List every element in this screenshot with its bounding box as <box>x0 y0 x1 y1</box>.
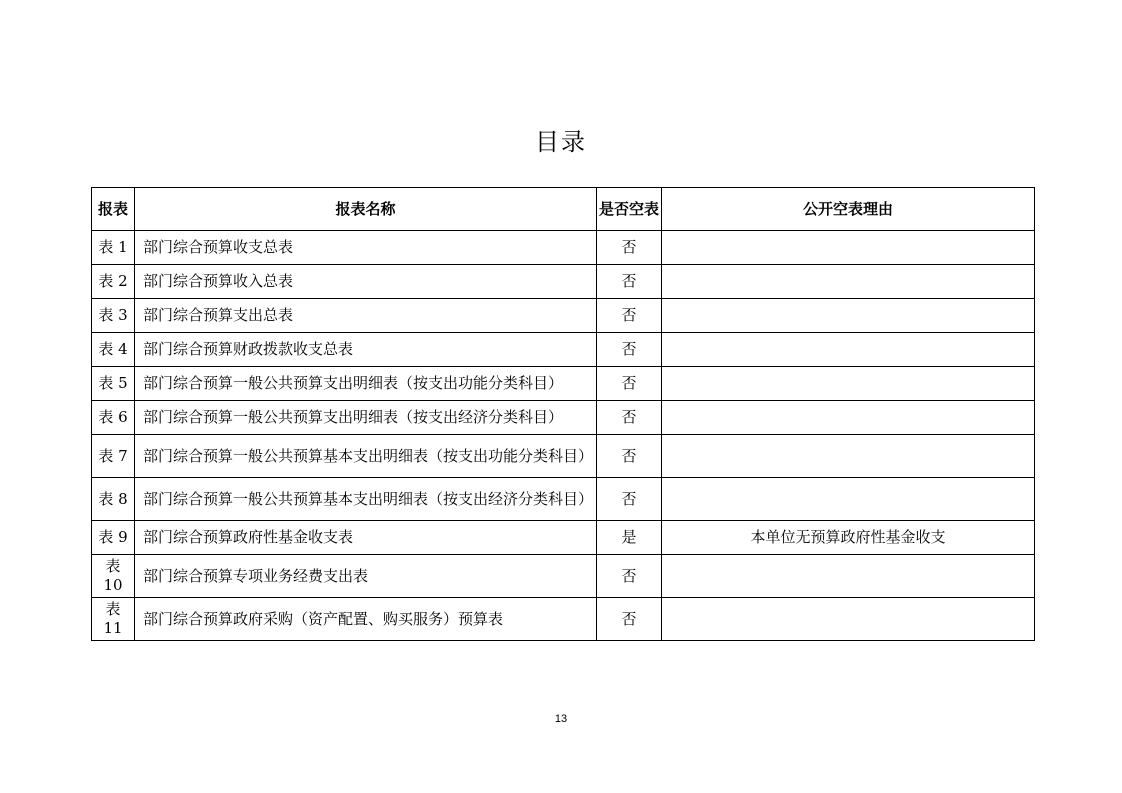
row-table-no: 表 1 <box>92 231 135 265</box>
row-table-no: 表 8 <box>92 478 135 521</box>
row-is-empty: 否 <box>597 231 662 265</box>
header-empty-reason: 公开空表理由 <box>662 188 1035 231</box>
table-of-contents <box>91 187 1035 641</box>
table-row <box>92 598 1035 641</box>
header-is-empty: 是否空表 <box>597 188 662 231</box>
row-table-no: 表 7 <box>92 435 135 478</box>
row-empty-reason <box>662 598 1035 641</box>
row-empty-reason <box>662 299 1035 333</box>
row-table-name: 部门综合预算政府性基金收支表 <box>135 521 597 555</box>
table-row <box>92 333 1035 367</box>
row-empty-reason <box>662 367 1035 401</box>
row-is-empty: 否 <box>597 401 662 435</box>
row-is-empty: 否 <box>597 598 662 641</box>
row-empty-reason: 本单位无预算政府性基金收支 <box>662 521 1035 555</box>
table-row <box>92 435 1035 478</box>
row-table-name: 部门综合预算收支总表 <box>135 231 597 265</box>
row-is-empty: 否 <box>597 265 662 299</box>
table-row <box>92 401 1035 435</box>
row-table-no: 表 11 <box>92 598 135 641</box>
table-row <box>92 555 1035 598</box>
row-table-no: 表 5 <box>92 367 135 401</box>
row-is-empty: 否 <box>597 299 662 333</box>
page-number: 13 <box>554 713 568 725</box>
header-table-no: 报表 <box>92 188 135 231</box>
header-row <box>92 188 1035 231</box>
row-table-no: 表 9 <box>92 521 135 555</box>
table-row <box>92 231 1035 265</box>
table-row <box>92 478 1035 521</box>
header-table-name: 报表名称 <box>135 188 597 231</box>
row-table-name: 部门综合预算政府采购（资产配置、购买服务）预算表 <box>135 598 597 641</box>
row-table-name: 部门综合预算一般公共预算支出明细表（按支出经济分类科目） <box>135 401 597 435</box>
row-empty-reason <box>662 478 1035 521</box>
row-empty-reason <box>662 555 1035 598</box>
row-is-empty: 否 <box>597 555 662 598</box>
row-empty-reason <box>662 401 1035 435</box>
page-title: 目录 <box>535 128 587 156</box>
row-table-name: 部门综合预算一般公共预算基本支出明细表（按支出经济分类科目） <box>135 478 597 521</box>
row-table-name: 部门综合预算一般公共预算支出明细表（按支出功能分类科目） <box>135 367 597 401</box>
row-empty-reason <box>662 333 1035 367</box>
row-table-no: 表 4 <box>92 333 135 367</box>
row-empty-reason <box>662 231 1035 265</box>
row-table-name: 部门综合预算支出总表 <box>135 299 597 333</box>
row-table-name: 部门综合预算收入总表 <box>135 265 597 299</box>
row-table-no: 表 3 <box>92 299 135 333</box>
table-row <box>92 367 1035 401</box>
row-table-no: 表 2 <box>92 265 135 299</box>
table-row <box>92 265 1035 299</box>
row-is-empty: 否 <box>597 435 662 478</box>
row-is-empty: 否 <box>597 367 662 401</box>
row-is-empty: 否 <box>597 333 662 367</box>
row-table-no: 表 10 <box>92 555 135 598</box>
row-table-no: 表 6 <box>92 401 135 435</box>
row-table-name: 部门综合预算专项业务经费支出表 <box>135 555 597 598</box>
row-empty-reason <box>662 435 1035 478</box>
row-table-name: 部门综合预算财政拨款收支总表 <box>135 333 597 367</box>
table-row <box>92 521 1035 555</box>
table-row <box>92 299 1035 333</box>
row-is-empty: 是 <box>597 521 662 555</box>
row-table-name: 部门综合预算一般公共预算基本支出明细表（按支出功能分类科目） <box>135 435 597 478</box>
row-empty-reason <box>662 265 1035 299</box>
row-is-empty: 否 <box>597 478 662 521</box>
